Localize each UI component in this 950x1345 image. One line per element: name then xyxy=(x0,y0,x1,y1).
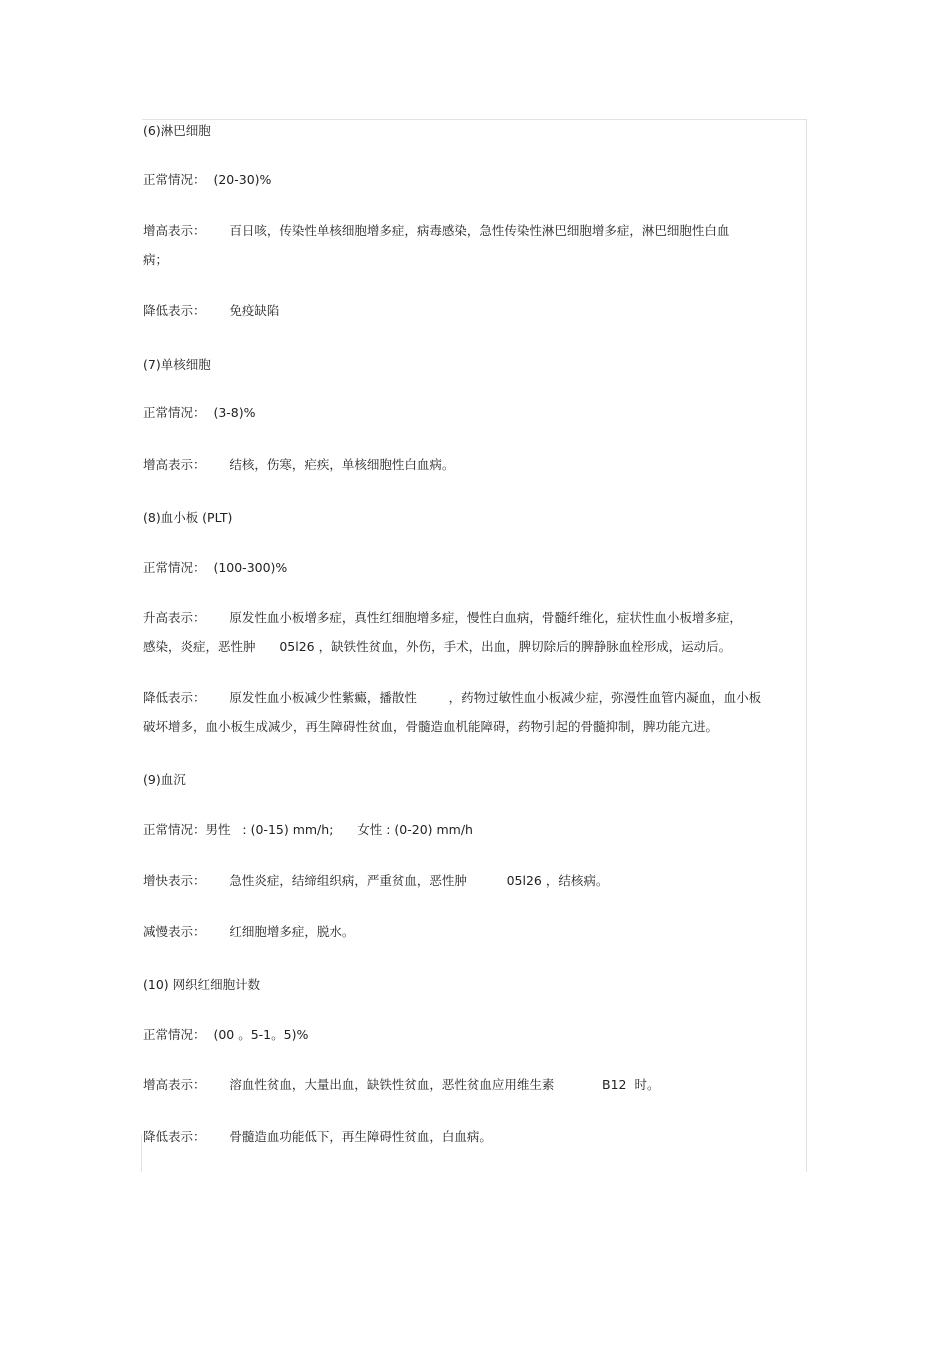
esr-normal-range: 正常情况：男性 : (0-15) mm/h; 女性 : (0-20) mm/h xyxy=(143,822,473,837)
platelet-increase-cont: 感染，炎症，恶性肿 05l26 ，缺铁性贫血，外伤，手术，出血，脾切除后的脾静脉血栓形成，运动后。 xyxy=(143,639,732,654)
platelet-decrease: 降低表示： 原发性血小板减少性紫癜，播散性 ，药物过敏性血小板减少症，弥漫性血管内凝血，血小板 xyxy=(143,690,762,705)
monocyte-increase: 增高表示： 结核，伤寒，疟疾，单核细胞性白血病。 xyxy=(143,457,455,472)
heading-platelet: (8)血小板 (PLT) xyxy=(143,510,233,525)
monocyte-normal-range: 正常情况： (3-8)% xyxy=(143,405,256,420)
page-border-left xyxy=(141,1135,142,1172)
platelet-normal-range: 正常情况： (100-300)% xyxy=(143,560,288,575)
reticulocyte-decrease: 降低表示： 骨髓造血功能低下，再生障碍性贫血，白血病。 xyxy=(143,1129,492,1144)
heading-lymphocyte: (6)淋巴细胞 xyxy=(143,123,211,138)
platelet-decrease-cont: 破坏增多，血小板生成减少，再生障碍性贫血，骨髓造血机能障碍，药物引起的骨髓抑制，脾功能亢进。 xyxy=(143,719,719,734)
lymphocyte-increase: 增高表示： 百日咳，传染性单核细胞增多症，病毒感染，急性传染性淋巴细胞增多症，淋巴细胞性白血 xyxy=(143,223,730,238)
lymphocyte-increase-cont: 病； xyxy=(143,252,169,267)
platelet-increase: 升高表示： 原发性血小板增多症，真性红细胞增多症，慢性白血病，骨髓纤维化，症状性血小板增多症， xyxy=(143,610,742,625)
heading-reticulocyte: (10) 网织红细胞计数 xyxy=(143,977,261,992)
lymphocyte-normal-range: 正常情况： (20-30)% xyxy=(143,172,272,187)
esr-decrease: 减慢表示： 红细胞增多症，脱水。 xyxy=(143,924,355,939)
reticulocyte-normal-range: 正常情况： (00 。5-1。5)% xyxy=(143,1027,309,1042)
heading-monocyte: (7)单核细胞 xyxy=(143,357,211,372)
lymphocyte-decrease: 降低表示： 免疫缺陷 xyxy=(143,303,280,318)
heading-esr: (9)血沉 xyxy=(143,772,186,787)
reticulocyte-increase: 增高表示： 溶血性贫血，大量出血，缺铁性贫血，恶性贫血应用维生素 B12 时。 xyxy=(143,1077,660,1092)
esr-increase: 增快表示： 急性炎症，结缔组织病，严重贫血，恶性肿 05l26 ，结核病。 xyxy=(143,873,609,888)
